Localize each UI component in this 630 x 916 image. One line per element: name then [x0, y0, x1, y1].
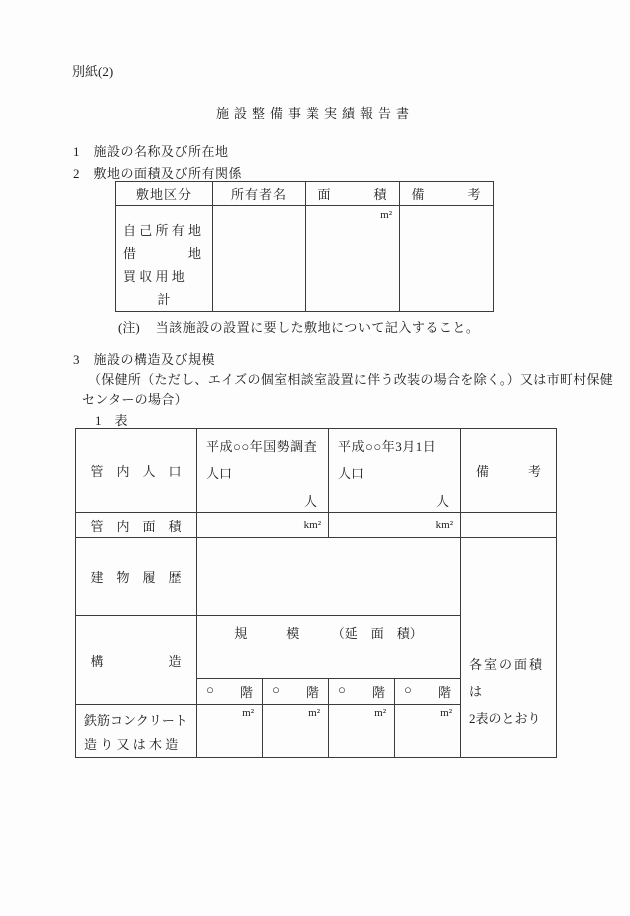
- scale-header-cell: 規 模 （延 面 積）: [197, 616, 461, 679]
- note-text: 当該施設の設置に要した敷地について記入すること。: [155, 320, 480, 335]
- jurisdiction-area-label-cell: 管 内 面 積: [76, 513, 197, 538]
- attachment-label: 別紙(2): [72, 64, 114, 79]
- census-unit: 人: [303, 494, 317, 509]
- floor-area-cell-4: [395, 705, 461, 758]
- m2-unit-label: m²: [308, 707, 320, 719]
- site-area-table: [115, 181, 494, 312]
- km2-unit-label: km²: [303, 519, 321, 531]
- km2-unit-label: km²: [435, 519, 453, 531]
- floor-circle-placeholder: ○: [338, 682, 346, 697]
- site-table-note: [118, 317, 479, 336]
- section-2-heading: [73, 163, 242, 182]
- site-table-header-row: [116, 182, 494, 206]
- structure-label-cell: 構 造: [76, 616, 197, 705]
- floor-area-cell-1: [197, 705, 263, 758]
- owner-name-cell: [213, 206, 306, 312]
- floor-label: 階: [371, 685, 385, 700]
- floor-cell-1: [197, 679, 263, 705]
- section-3-number: 3: [73, 352, 80, 367]
- category-own-land: 自 己 所 有 地: [123, 223, 202, 238]
- floor-label: 階: [305, 685, 319, 700]
- jurisdiction-population-label-cell: 管 内 人 口: [76, 429, 197, 513]
- note-label: (注): [118, 320, 140, 335]
- section-2-number: 2: [73, 166, 80, 181]
- floor-label: 階: [437, 685, 451, 700]
- room-area-remarks-cell: [461, 538, 557, 758]
- section-3-condition-line2: センターの場合）: [82, 392, 188, 407]
- header-land-category: 敷地区分: [116, 182, 213, 206]
- construction-line2: 造 り 又 は 木 造: [84, 737, 179, 752]
- category-purchased-land: 買 収 用 地: [123, 269, 185, 284]
- floor-cell-2: [263, 679, 329, 705]
- march-population-label: 人口: [338, 466, 365, 481]
- march-header: 平成○○年3月1日: [338, 439, 437, 454]
- march-area-cell: [329, 513, 461, 538]
- building-history-label-cell: 建 物 履 歴: [76, 538, 197, 616]
- remarks-cell: [400, 206, 494, 312]
- room-area-note-line1: 各室の面積は: [469, 657, 545, 699]
- page-title: 施設整備事業実績報告書: [215, 106, 414, 121]
- floor-area-cell-2: [263, 705, 329, 758]
- section-1-number: 1: [73, 144, 80, 159]
- header-area: 面 積: [306, 182, 400, 206]
- census-area-cell: [197, 513, 329, 538]
- floor-circle-placeholder: ○: [404, 682, 412, 697]
- section-1-heading: [73, 141, 229, 160]
- section-3-condition-line1: （保健所（ただし、エイズの個室相談室設置に伴う改装の場合を除く。）又は市町村保健: [88, 372, 614, 387]
- m2-unit-label: m²: [242, 707, 254, 719]
- building-history-value-cell: [197, 538, 461, 616]
- march-unit: 人: [435, 494, 449, 509]
- census-population-cell: [197, 429, 329, 513]
- floor-label: 階: [239, 685, 253, 700]
- remarks-header-cell: 備 考: [461, 429, 557, 513]
- march-population-cell: [329, 429, 461, 513]
- m2-unit-label: m²: [440, 707, 452, 719]
- census-header: 平成○○年国勢調査: [206, 439, 318, 454]
- room-area-note-line2: 2表のとおり: [469, 711, 541, 726]
- floor-cell-3: [329, 679, 395, 705]
- floor-area-cell-3: [329, 705, 395, 758]
- jurisdiction-area-row: [76, 513, 557, 538]
- section-2-text: 敷地の面積及び所有関係: [93, 166, 243, 181]
- floor-circle-placeholder: ○: [206, 682, 214, 697]
- population-row: [76, 429, 557, 513]
- header-owner-name: 所有者名: [213, 182, 306, 206]
- building-history-row: [76, 538, 557, 616]
- floor-circle-placeholder: ○: [272, 682, 280, 697]
- construction-line1: 鉄筋コンクリート: [84, 713, 188, 728]
- area-remarks-cell: [461, 513, 557, 538]
- section-3-heading: [73, 349, 215, 368]
- header-remarks: 備 考: [400, 182, 494, 206]
- area-unit-label: m²: [380, 209, 392, 221]
- construction-type-label-cell: [76, 705, 197, 758]
- land-category-cell: [116, 206, 213, 312]
- category-leased-land: 借 地: [123, 246, 202, 261]
- table-1-label: 1 表: [95, 413, 128, 428]
- census-population-label: 人口: [206, 466, 233, 481]
- site-table-body-row: [116, 206, 494, 312]
- section-1-text: 施設の名称及び所在地: [93, 144, 229, 159]
- m2-unit-label: m²: [374, 707, 386, 719]
- area-value-cell: [306, 206, 400, 312]
- floor-cell-4: [395, 679, 461, 705]
- structure-scale-table: [75, 428, 557, 758]
- category-total: 計: [157, 292, 171, 307]
- section-3-text: 施設の構造及び規模: [93, 352, 216, 367]
